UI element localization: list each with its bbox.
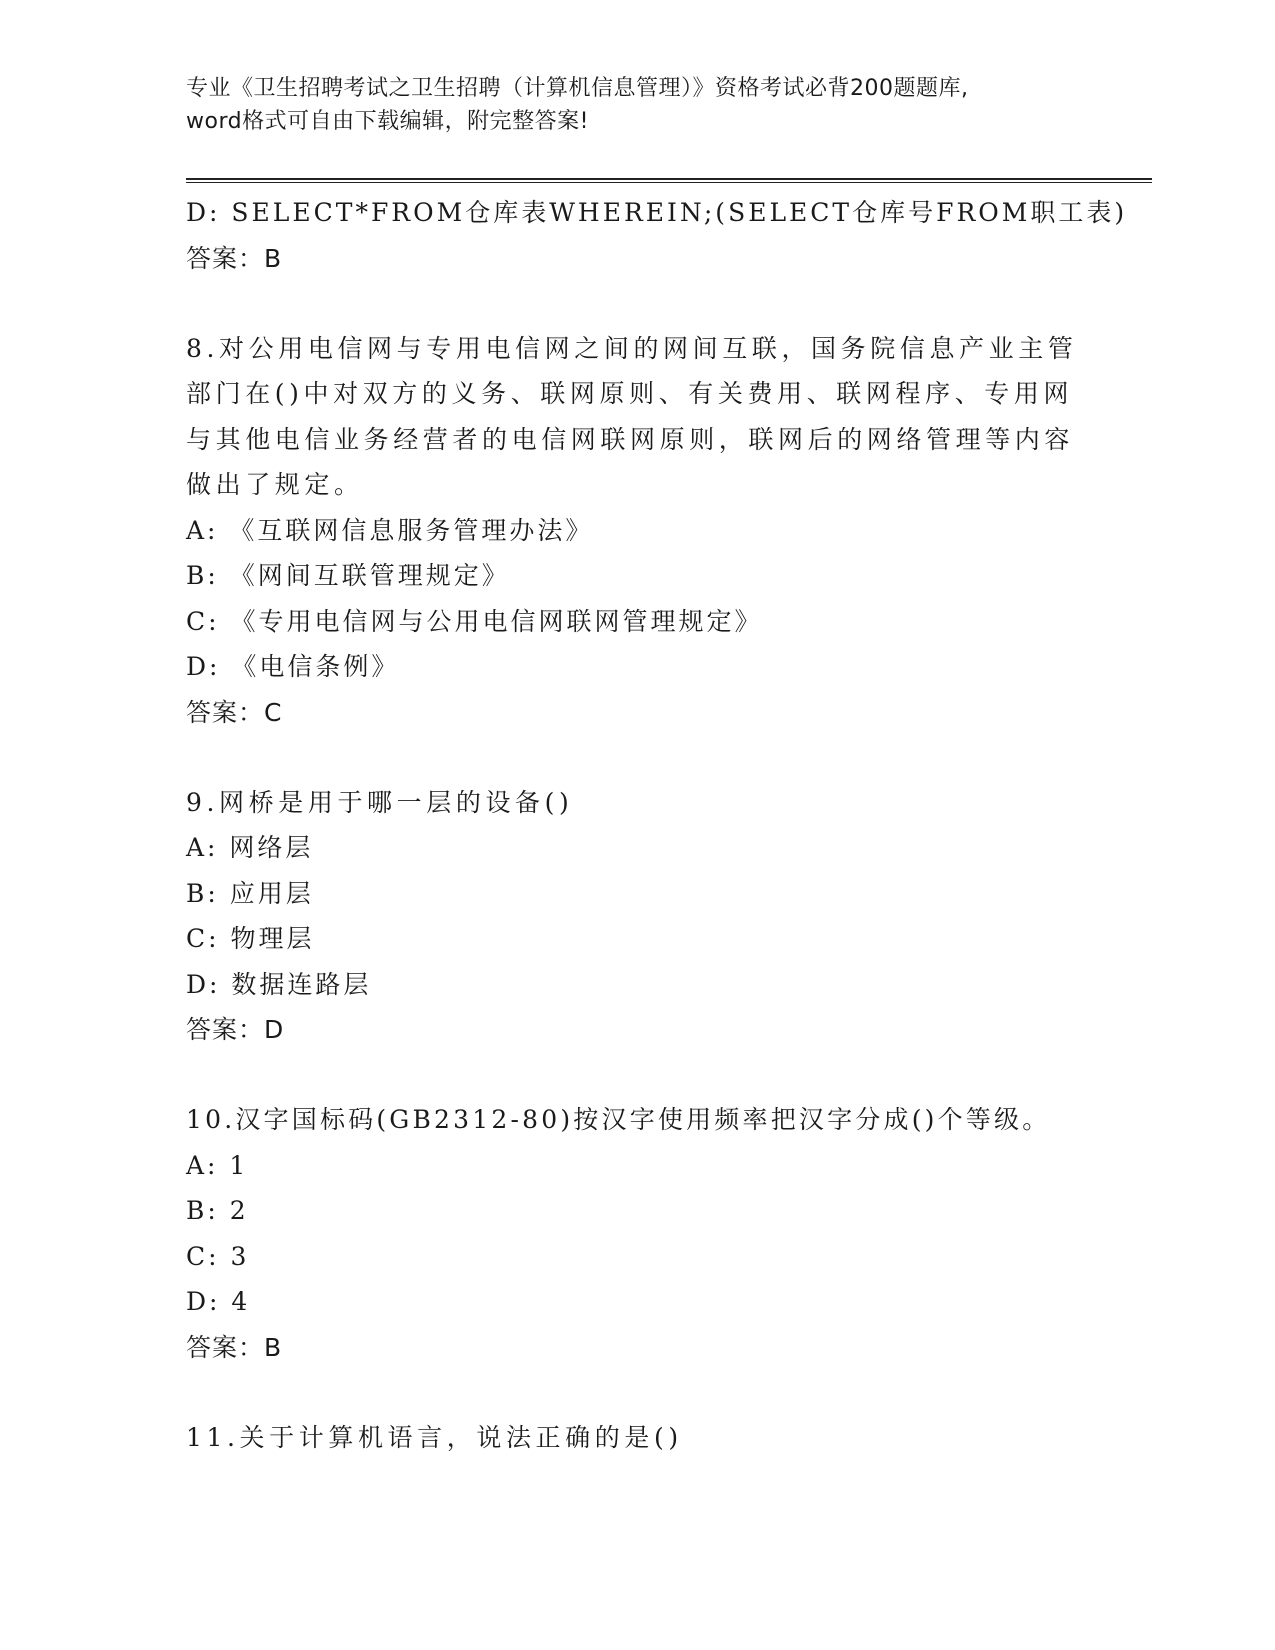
stem-line: 部门在()中对双方的义务、联网原则、有关费用、联网程序、专用网 <box>186 379 1074 408</box>
option-c: C: 3 <box>186 1241 250 1271</box>
question-stem <box>186 326 1086 508</box>
stem-line: 9.网桥是用于哪一层的设备() <box>186 787 574 817</box>
header-line-1: 专业《卫生招聘考试之卫生招聘（计算机信息管理）》资格考试必背200题题库, <box>186 76 969 101</box>
question-stem <box>186 1415 1086 1461</box>
stem-line: 11.关于计算机语言，说法正确的是() <box>186 1422 683 1452</box>
answer-continued: 答案：B <box>186 243 283 273</box>
question-8 <box>186 326 1086 736</box>
header-divider <box>186 178 1152 183</box>
option-c: C: 物理层 <box>186 924 315 953</box>
answer: 答案：D <box>186 1015 285 1044</box>
option-d: D: 数据连路层 <box>186 969 372 999</box>
header-line-2: word格式可自由下载编辑，附完整答案! <box>186 109 589 134</box>
stem-line: 做出了规定。 <box>186 470 364 499</box>
question-stem <box>186 1097 1086 1143</box>
document-header <box>186 72 1086 138</box>
answer: 答案：B <box>186 1332 283 1362</box>
question-11 <box>186 1415 1086 1461</box>
question-10 <box>186 1097 1086 1371</box>
option-b: B: 2 <box>186 1196 249 1225</box>
stem-line: 8.对公用电信网与专用电信网之间的网间互联，国务院信息产业主管 <box>186 333 1078 363</box>
option-a: A: 1 <box>186 1150 249 1180</box>
option-d: D: 4 <box>186 1287 251 1316</box>
option-b: B: 应用层 <box>186 878 314 908</box>
answer: 答案：C <box>186 697 283 727</box>
option-a: A: 《互联网信息服务管理办法》 <box>186 515 594 545</box>
question-9 <box>186 780 1086 1054</box>
option-d: D: 《电信条例》 <box>186 652 400 681</box>
option-b: B: 《网间互联管理规定》 <box>186 561 510 590</box>
stem-line: 与其他电信业务经营者的电信网联网原则，联网后的网络管理等内容 <box>186 424 1075 454</box>
option-c: C: 《专用电信网与公用电信网联网管理规定》 <box>186 606 763 636</box>
stem-line: 10.汉字国标码(GB2312-80)按汉字使用频率把汉字分成()个等级。 <box>186 1105 1051 1134</box>
question-stem <box>186 780 1086 826</box>
option-d-continued: D: SELECT*FROM仓库表WHEREIN;(SELECT仓库号FROM职工表) <box>186 198 1128 227</box>
option-a: A: 网络层 <box>186 833 314 862</box>
question-list <box>186 190 1128 1460</box>
